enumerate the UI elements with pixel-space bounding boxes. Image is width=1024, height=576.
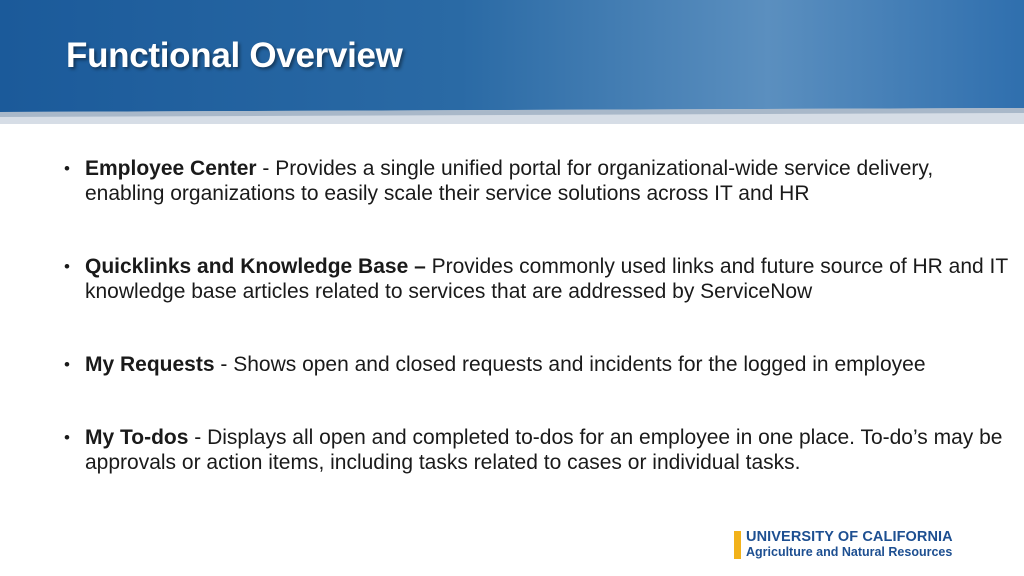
logo-gold-bar [734,531,741,559]
bullet-list [58,156,1008,475]
bullet-text: - Displays all open and completed to-dos for an employee in one place. To-do’s may be approvals or action items, including tasks related to cases or individual tasks. [85,426,1003,474]
bullet-term: Employee Center [85,157,257,180]
bullet-marker: • [64,355,70,374]
bullet-text: Provides commonly used links and future source of HR and IT knowledge base articles related to services that are addressed by ServiceNow [85,255,1008,303]
bullet-quicklinks [58,254,1008,304]
bullet-my-requests [58,352,1008,377]
bullet-term: My Requests [85,353,215,376]
bullet-marker: • [64,257,70,276]
logo-division-name: Agriculture and Natural Resources [746,545,953,559]
bullet-text: - Shows open and closed requests and incidents for the logged in employee [214,353,926,376]
bullet-text: - Provides a single unified portal for organizational-wide service delivery, enabling organizations to easily scale their service solutions across IT and HR [85,157,934,205]
bullet-marker: • [64,428,70,447]
slide-title: Functional Overview [66,36,403,75]
bullet-term: Quicklinks and Knowledge Base – [85,255,426,278]
bullet-my-todos [58,425,1008,475]
bullet-employee-center [58,156,1008,206]
bullet-marker: • [64,159,70,178]
bullet-term: My To-dos [85,426,189,449]
banner-swoosh [0,108,1024,124]
logo-university-name: UNIVERSITY OF CALIFORNIA [746,529,953,545]
uc-anr-logo [734,531,964,559]
